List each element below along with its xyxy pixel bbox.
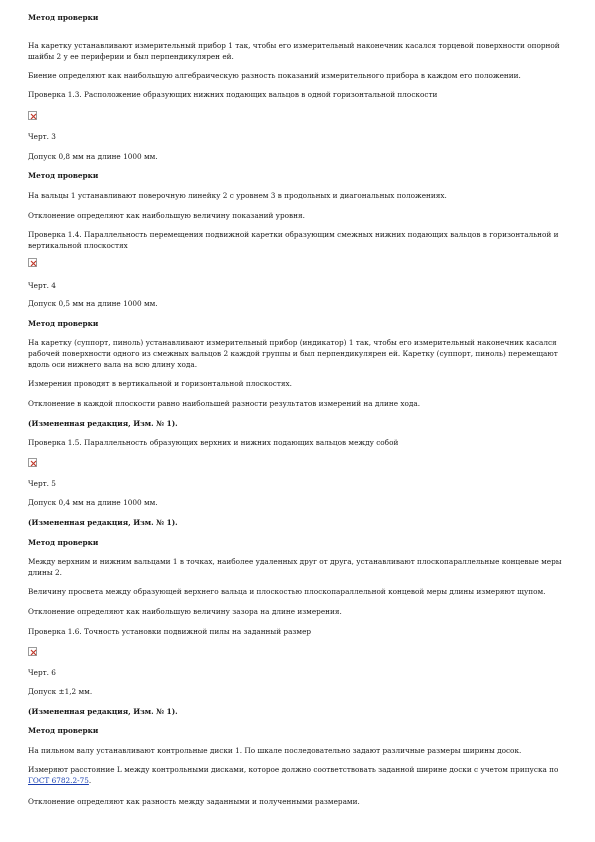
check-title: Проверка 1.4. Параллельность перемещения подвижной каретки образующим смежных нижних подающих вальцов в горизонтальной и вертикальной плоскостях [28,230,559,250]
amendment-note: (Измененная редакция, Изм. № 1). [28,707,178,716]
amendment-note: (Измененная редакция, Изм. № 1). [28,518,178,527]
paragraph: Отклонение в каждой плоскости равно наибольшей разности результатов измерений на длине хода. [28,399,421,408]
section-heading: Метод проверки [28,171,99,180]
paragraph: Величину просвета между образующей верхнего вальца и плоскостью плоскопараллельной концевой меры длины измеряют щупом. [28,587,546,596]
section-heading: Метод проверки [28,13,99,22]
section-heading: Метод проверки [28,319,99,328]
paragraph: Измерения проводят в вертикальной и горизонтальной плоскостях. [28,379,292,388]
broken-image-icon [28,647,37,656]
paragraph: На каретку устанавливают измерительный прибор 1 так, чтобы его измерительный наконечник касался торцевой поверхности опорной шайбы 2 у ее периферии и был перпендикулярен ей. [28,41,560,61]
paragraph-text: Измеряют расстояние L между контрольными дисками, которое должно соответствовать заданной ширине доски с учетом припуска по [28,765,559,774]
gost-link[interactable]: ГОСТ 6782.2-75 [28,776,89,785]
figure-caption: Черт. 4 [28,281,56,290]
paragraph: Биение определяют как наибольшую алгебраическую разность показаний измерительного прибора в каждом его положении. [28,71,521,80]
check-title: Проверка 1.5. Параллельность образующих верхних и нижних подающих вальцов между собой [28,438,399,447]
check-title: Проверка 1.3. Расположение образующих нижних подающих вальцов в одной горизонтальной плоскости [28,90,438,99]
paragraph: На каретку (суппорт, пиноль) устанавливают измерительный прибор (индикатор) 1 так, чтобы его измерительный наконечник касался рабочей поверхности одного из смежных вальцов 2 каждой группы и был перпендикулярен ей. Каретку (суппорт, пиноль) перемещают вдоль оси нижнего вала на всю длину хода. [28,338,558,369]
section-heading: Метод проверки [28,726,99,735]
broken-image-icon [28,258,37,267]
figure-caption: Черт. 3 [28,132,56,141]
broken-image-icon [28,458,37,467]
figure-caption: Черт. 5 [28,479,56,488]
paragraph: Отклонение определяют как наибольшую величину зазора на длине измерения. [28,607,342,616]
section-heading: Метод проверки [28,538,99,547]
paragraph: Между верхним и нижним вальцами 1 в точках, наиболее удаленных друг от друга, устанавливают плоскопараллельные концевые меры длины 2. [28,557,562,577]
tolerance: Допуск 0,8 мм на длине 1000 мм. [28,152,158,161]
broken-image-icon [28,111,37,120]
tolerance: Допуск ±1,2 мм. [28,687,93,696]
tolerance: Допуск 0,5 мм на длине 1000 мм. [28,299,158,308]
tolerance: Допуск 0,4 мм на длине 1000 мм. [28,498,158,507]
paragraph: Отклонение определяют как разность между заданными и полученными размерами. [28,797,360,806]
paragraph: На пильном валу устанавливают контрольные диски 1. По шкале последовательно задают различные размеры ширины досок. [28,746,522,755]
paragraph: На вальцы 1 устанавливают поверочную линейку 2 с уровнем 3 в продольных и диагональных положениях. [28,191,447,200]
paragraph: Измеряют расстояние L между контрольными дисками, которое должно соответствовать заданной ширине доски с учетом припуска по ГОСТ 6782.2-75. [28,765,559,785]
figure-caption: Черт. 6 [28,668,56,677]
check-title: Проверка 1.6. Точность установки подвижной пилы на заданный размер [28,627,312,636]
paragraph: Отклонение определяют как наибольшую величину показаний уровня. [28,211,305,220]
amendment-note: (Измененная редакция, Изм. № 1). [28,419,178,428]
